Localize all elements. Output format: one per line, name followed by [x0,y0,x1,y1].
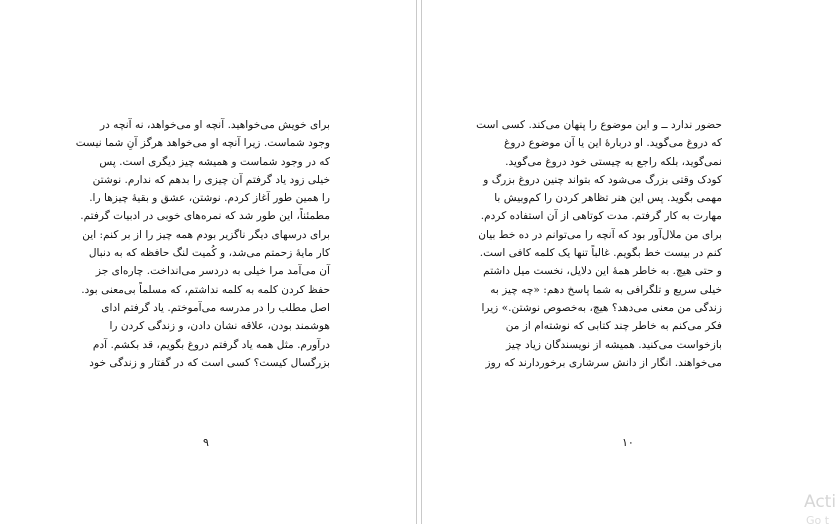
activation-watermark-subtext: Go t [806,514,830,527]
page-number-right: ۱۰ [622,436,634,449]
text-line: خیلی سریع و تلگرافی به شما پاسخ دهم: «چه چیز به [490,283,722,296]
text-line: حضور ندارد ــ و این موضوع را پنهان می‌کند. کسی است [476,119,722,131]
text-line: بزرگسال کیست؟ کسی است که در گفتار و زندگی خود [89,356,330,369]
text-line: که در وجود شماست و همیشه چیز دیگری است. پس [99,155,330,168]
page-number-left: ۹ [203,436,209,449]
activation-watermark: Acti [804,492,837,512]
text-line: برای درسهای دیگر ناگزیر بودم همه چیز را از بر کنم: این [82,228,330,241]
text-line: کودک وقتی بزرگ می‌شود که بتواند چنین دروغ بزرگ و [483,173,722,186]
text-line: مطمئناً، این طور شد که نمره‌های خوبی در ادبیات گرفتم. [80,210,330,223]
text-line: وجود شماست. زیرا آنچه او می‌خواهد هرگز آنِ شما نیست [75,137,330,150]
text-line: بازخواست می‌کنید. همیشه از نویسندگان زیاد چیز [506,338,722,351]
text-line: که دروغ می‌گوید. او دربارهٔ این یا آن موضوع دروغ [504,137,722,150]
text-line: را همین طور آغاز کردم. نوشتن، عشق و بقیهٔ چیزها را. [89,192,330,205]
left-page-text [75,116,330,372]
text-line: و حتی هیچ. به خاطر همهٔ این دلایل، نخست میل داشتم [483,265,722,278]
left-page [0,0,416,524]
text-line: مهمی بگوید. پس این هنر تظاهر کردن را کم‌وبیش با [494,192,722,205]
text-line: اصل مطلب را در مدرسه می‌آموختم. یاد گرفتم ادای [101,301,330,314]
text-line: خیلی زود یاد گرفتم آن چیزی را بدهم که ندارم. نوشتن [92,173,330,186]
text-line: آن می‌آمد مرا خیلی به دردسر می‌انداخت. چاره‌ای جز [95,265,330,278]
text-line: کنم در بیست خط بگویم. غالباً تنها یک کلمه کافی است. [479,247,722,260]
text-line: درآورم. مثل همه یاد گرفتم دروغ بگویم، قد بکشم. آدم [92,338,330,351]
text-line: هوشمند بودن، علاقه نشان دادن، و زندگی کردن را [109,320,330,333]
text-line: برای من ملال‌آور بود که آنچه را می‌توانم در ده خط بیان [478,228,722,241]
text-line: مهارت به کار گرفتم. مدت کوتاهی از آن استفاده کردم. [480,210,722,223]
text-line: نمی‌گوید، بلکه راجع به چیستی خود دروغ می‌گوید. [505,155,722,168]
right-page-text [476,116,722,372]
text-line: می‌خواهند. انگار از دانش سرشاری برخوردارند که روز [485,356,722,369]
text-line: برای خویش می‌خواهید. آنچه او می‌خواهد، نه آنچه در [99,119,330,131]
text-line: کار مایهٔ زحمتم می‌شد، و کُمیت لنگ حافظه که به دنبال [88,247,330,260]
text-line: حفظ کردن کلمه به کلمه نداشتم، که مسلماً بی‌معنی بود. [81,283,330,296]
text-line: فکر می‌کنم به خاطر چند کتابی که نوشته‌ام از من [505,320,722,333]
text-line: زندگی من معنی می‌دهد؟ هیچ، به‌خصوص نوشتن.» زیرا [481,301,722,314]
right-page [422,0,837,524]
